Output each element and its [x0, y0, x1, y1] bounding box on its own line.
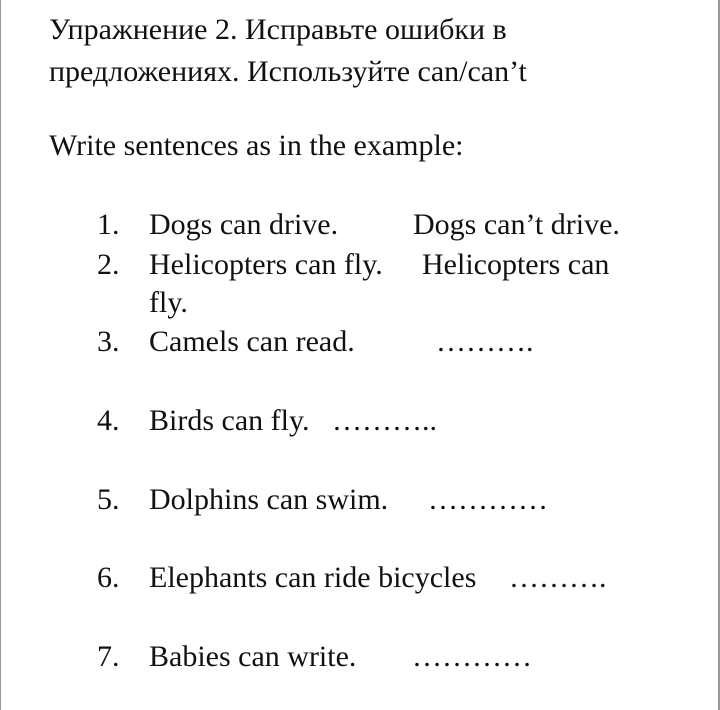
- item-number: 5.: [97, 483, 120, 516]
- item-answer-blank: ……….: [436, 325, 534, 358]
- item-number: 7.: [97, 640, 120, 673]
- item-answer-continued: fly.: [149, 286, 188, 319]
- item-number: 4.: [97, 404, 120, 437]
- item-answer-blank: ………..: [332, 404, 437, 437]
- item-sentence: Babies can write.: [149, 640, 357, 673]
- item-sentence: Birds can fly.: [149, 404, 310, 437]
- item-number: 3.: [97, 325, 120, 358]
- item-sentence: Camels can read.: [149, 325, 355, 358]
- item-sentence: Helicopters can fly.: [149, 248, 383, 281]
- item-number: 6.: [97, 561, 120, 594]
- item-answer-blank: …………: [412, 640, 532, 673]
- item-sentence: Elephants can ride bicycles: [149, 561, 477, 594]
- item-number: 2.: [97, 248, 120, 281]
- instruction-text: Write sentences as in the example:: [49, 129, 464, 162]
- exercise-heading: [49, 9, 689, 93]
- item-answer: Dogs can’t drive.: [413, 208, 620, 241]
- heading-line-1: Упражнение 2. Исправьте ошибки в: [49, 13, 507, 46]
- item-answer-blank: ……….: [509, 561, 607, 594]
- heading-line-2: предложениях. Используйте can/can’t: [49, 55, 527, 88]
- item-sentence: Dogs can drive.: [149, 208, 339, 241]
- page-edge-left: [0, 0, 1, 710]
- item-sentence: Dolphins can swim.: [149, 483, 389, 516]
- item-number: 1.: [97, 208, 120, 241]
- item-answer: Helicopters can: [422, 248, 610, 281]
- item-answer-blank: …………: [428, 483, 548, 516]
